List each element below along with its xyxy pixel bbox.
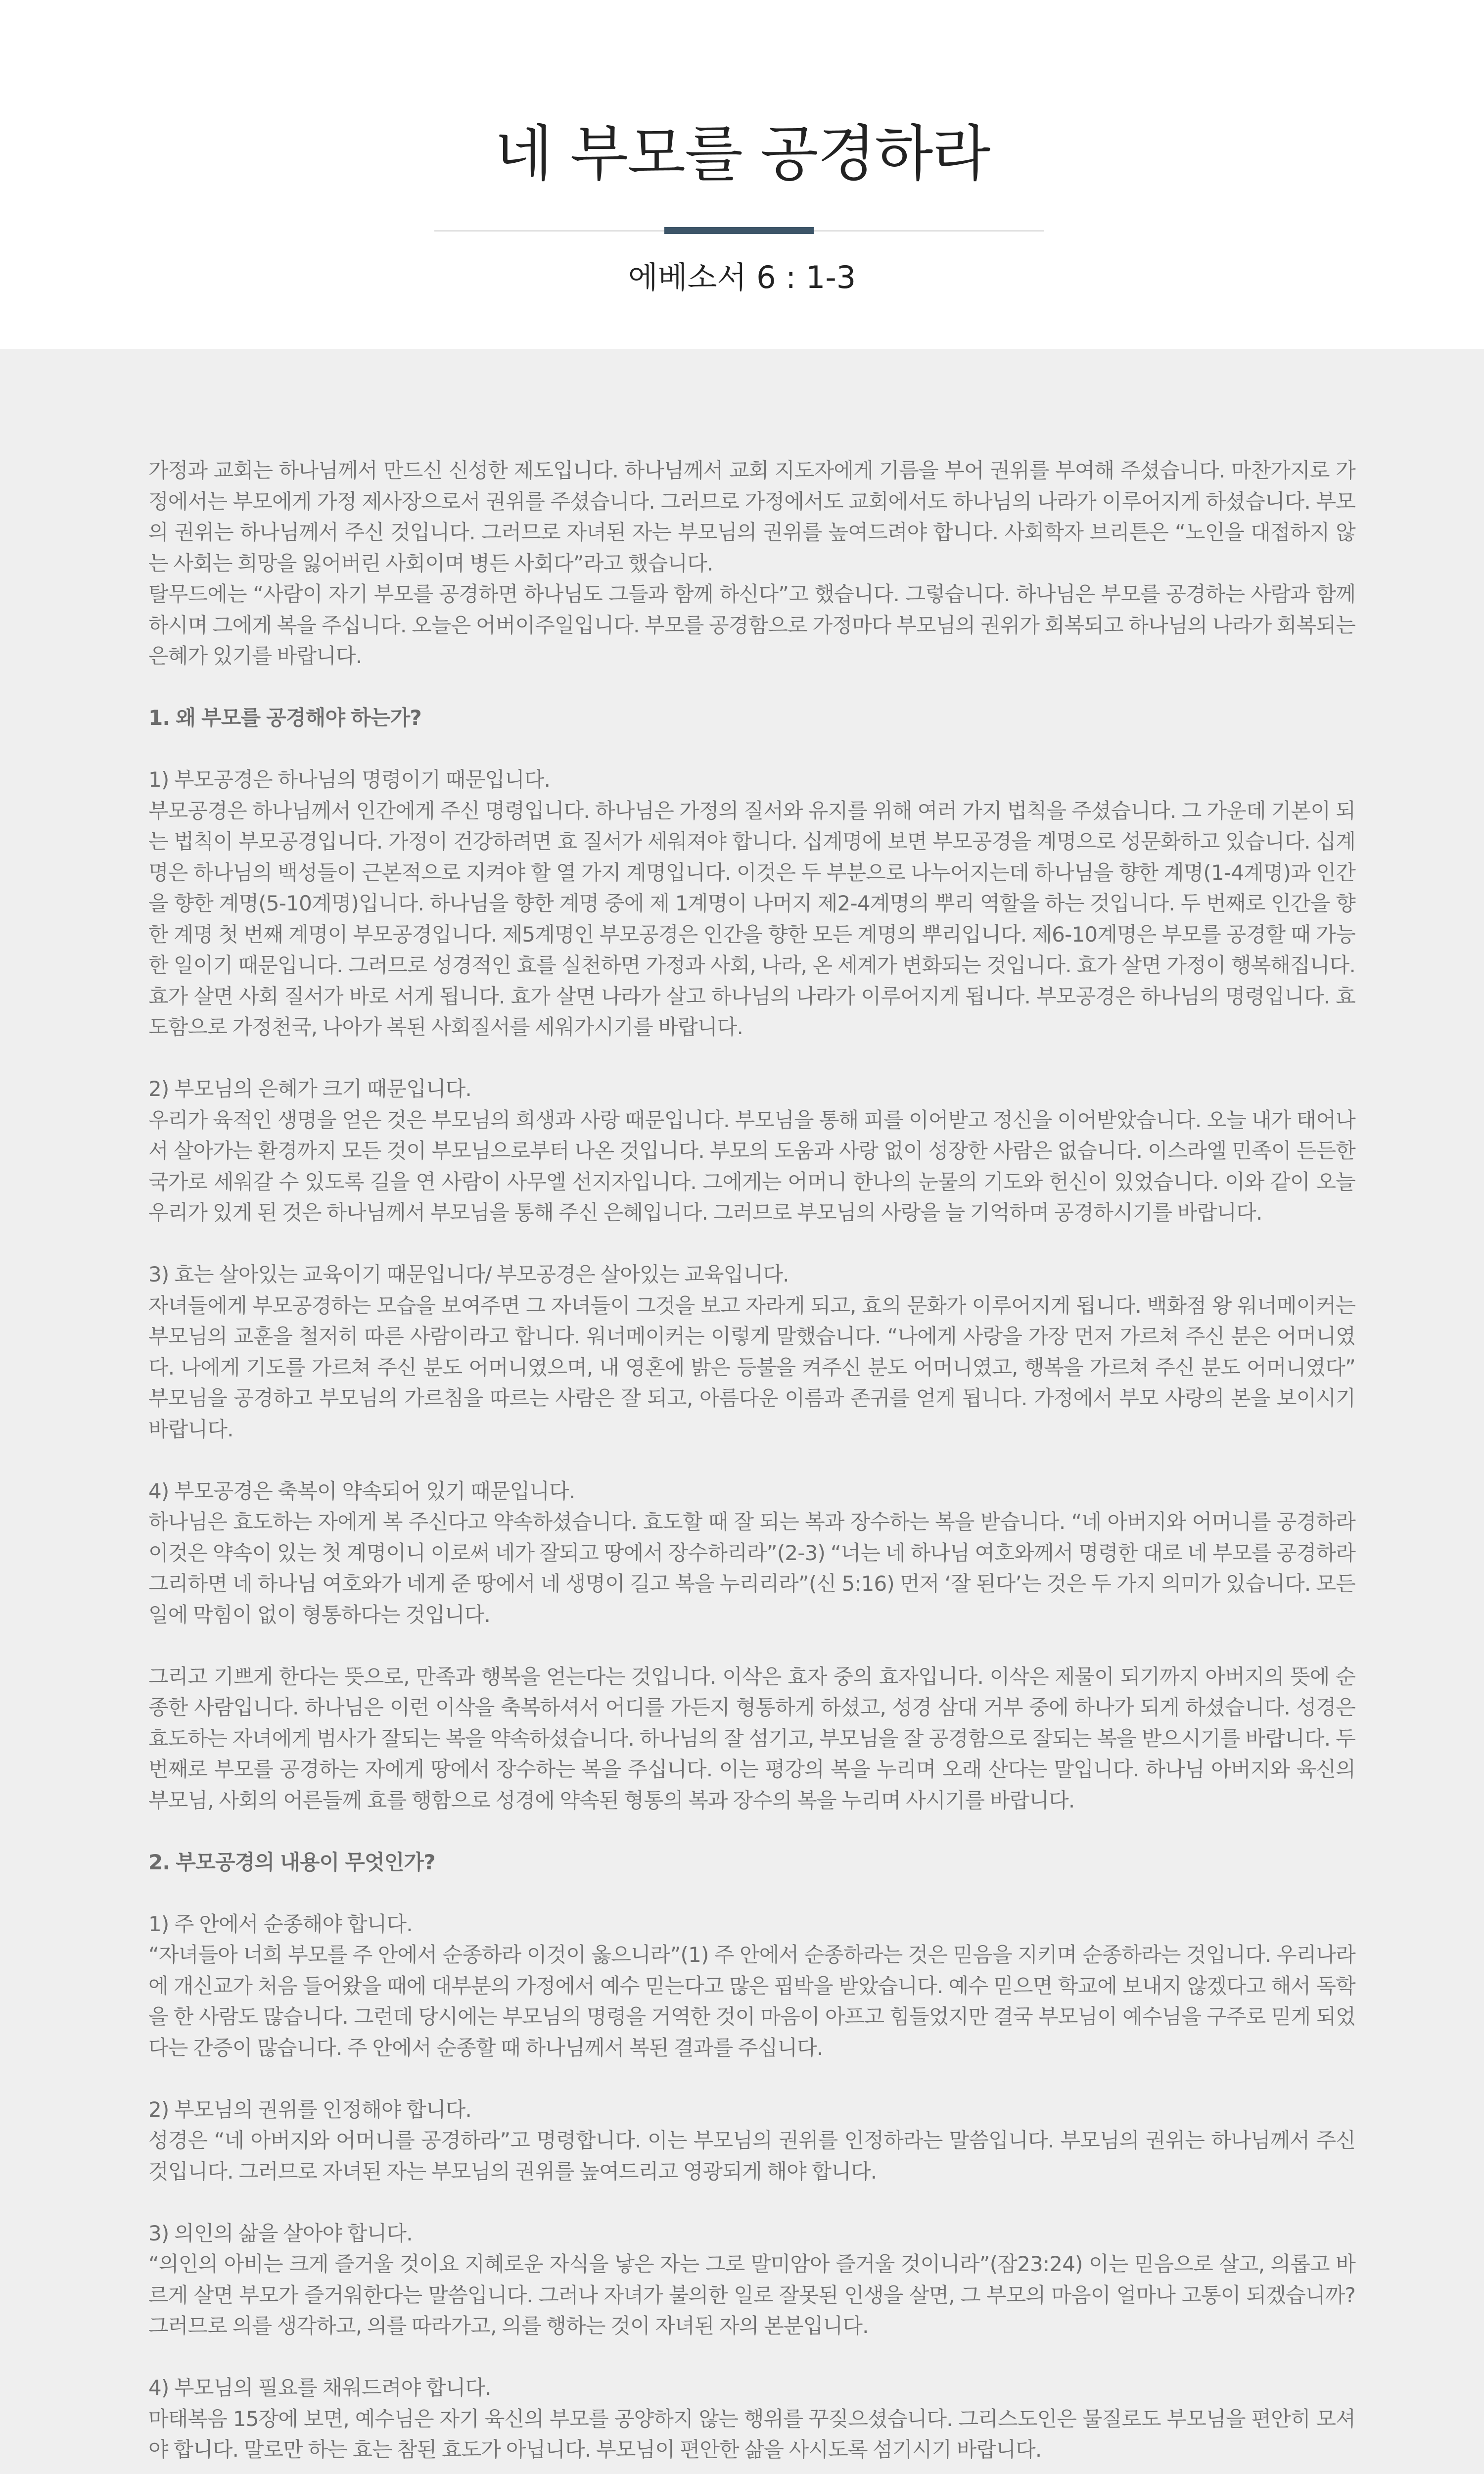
point-body: “자녀들아 너희 부모를 주 안에서 순종하라 이것이 옳으니라”(1) 주 안에서 순종하라는 것은 믿음을 지키며 순종하라는 것입니다. 우리나라에 개신교가 처음 들어왔을 때에 대부분의 가정에서 예수 믿는다고 많은 핍박을 받았습니다. 예수 믿으면 학교에 보내지 않겠다고 해서 독학을 한 사람도 많습니다. 그런데 당시에는 부모님의 명령을 거역한 것이 마음이 아프고 힘들었지만 결국 부모님이 예수님을 구주로 믿게 되었다는 간증이 많습니다. 주 안에서 순종할 때 하나님께서 복된 결과를 주십니다.	[148, 1943, 1355, 2060]
point-title: 4) 부모님의 필요를 채워드려야 합니다.	[148, 2376, 491, 2400]
point-title: 3) 의인의 삶을 살아야 합니다.	[148, 2221, 413, 2245]
point-body: 자녀들에게 부모공경하는 모습을 보여주면 그 자녀들이 그것을 보고 자라게 되고, 효의 문화가 이루어지게 됩니다. 백화점 왕 워너메이커는 부모님의 교훈을 철저히 따른 사람이라고 합니다. 워너메이커는 이렇게 말했습니다. “나에게 사랑을 가장 먼저 가르쳐 주신 분은 어머니였다. 나에게 기도를 가르쳐 주신 분도 어머니였으며, 내 영혼에 밝은 등불을 켜주신 분도 어머니였고, 행복을 가르쳐 주신 분도 어머니였다” 부모님을 공경하고 부모님의 가르침을 따르는 사람은 잘 되고, 아름다운 이름과 존귀를 얻게 됩니다. 가정에서 부모 사랑의 본을 보이시기 바랍니다.	[148, 1293, 1355, 1441]
section-1-closing: 그리고 기쁘게 한다는 뜻으로, 만족과 행복을 얻는다는 것입니다. 이삭은 효자 중의 효자입니다. 이삭은 제물이 되기까지 아버지의 뜻에 순종한 사람입니다. 하나님은 이런 이삭을 축복하셔서 어디를 가든지 형통하게 하셨고, 성경 삼대 거부 중에 하나가 되게 하셨습니다. 성경은 효도하는 자녀에게 범사가 잘되는 복을 약속하셨습니다. 하나님의 잘 섬기고, 부모님을 잘 공경함으로 잘되는 복을 받으시기를 바랍니다. 두 번째로 부모를 공경하는 자에게 땅에서 장수하는 복을 주십니다. 이는 평강의 복을 누리며 오래 산다는 말입니다. 하나님 아버지와 육신의 부모님, 사회의 어른들께 효를 행함으로 성경에 약속된 형통의 복과 장수의 복을 누리며 사시기를 바랍니다.	[148, 1664, 1355, 1812]
point-title: 2) 부모님의 권위를 인정해야 합니다.	[148, 2097, 472, 2122]
point-body: 하나님은 효도하는 자에게 복 주신다고 약속하셨습니다. 효도할 때 잘 되는 복과 장수하는 복을 받습니다. “네 아버지와 어머니를 공경하라 이것은 약속이 있는 첫 계명이니 이로써 네가 잘되고 땅에서 장수하리라”(2-3) “너는 네 하나님 여호와께서 명령한 대로 네 부모를 공경하라 그리하면 네 하나님 여호와가 네게 준 땅에서 네 생명이 길고 복을 누리리라”(신 5:16) 먼저 ‘잘 된다’는 것은 두 가지 의미가 있습니다. 모든 일에 막힘이 없이 형통하다는 것입니다.	[148, 1510, 1355, 1627]
section-2-point-3	[148, 2218, 1355, 2342]
scripture-reference: 에베소서 6 : 1-3	[628, 259, 856, 295]
title-divider-accent	[664, 227, 814, 234]
page-title: 네 부모를 공경하라	[494, 119, 990, 189]
point-title: 2) 부모님의 은혜가 크기 때문입니다.	[148, 1077, 472, 1101]
intro-paragraph-1: 가정과 교회는 하나님께서 만드신 신성한 제도입니다. 하나님께서 교회 지도자에게 기름을 부어 권위를 부여해 주셨습니다. 마찬가지로 가정에서는 부모에게 가정 제사장으로서 권위를 주셨습니다. 그러므로 가정에서도 교회에서도 하나님의 나라가 이루어지게 하셨습니다. 부모의 권위는 하나님께서 주신 것입니다. 그러므로 자녀된 자는 부모님의 권위를 높여드려야 합니다. 사회학자 브리튼은 “노인을 대접하지 않는 사회는 희망을 잃어버린 사회이며 병든 사회다”라고 했습니다.	[148, 458, 1355, 575]
section-1-point-3	[148, 1259, 1355, 1445]
point-title: 3) 효는 살아있는 교육이기 때문입니다/ 부모공경은 살아있는 교육입니다.	[148, 1262, 789, 1286]
point-title: 4) 부모공경은 축복이 약속되어 있기 때문입니다.	[148, 1478, 575, 1503]
point-body: 성경은 “네 아버지와 어머니를 공경하라”고 명령합니다. 이는 부모님의 권위를 인정하라는 말씀입니다. 부모님의 권위는 하나님께서 주신 것입니다. 그러므로 자녀된 자는 부모님의 권위를 높여드리고 영광되게 해야 합니다.	[148, 2128, 1355, 2184]
intro-paragraph-2: 탈무드에는 “사람이 자기 부모를 공경하면 하나님도 그들과 함께 하신다”고 했습니다. 그렇습니다. 하나님은 부모를 공경하는 사람과 함께 하시며 그에게 복을 주십니다. 오늘은 어버이주일입니다. 부모를 공경함으로 가정마다 부모님의 권위가 회복되고 하나님의 나라가 회복되는 은혜가 있기를 바랍니다.	[148, 582, 1355, 668]
point-title: 1) 주 안에서 순종해야 합니다.	[148, 1911, 413, 1936]
sermon-body	[148, 455, 1355, 2474]
point-title: 1) 부모공경은 하나님의 명령이기 때문입니다.	[148, 767, 551, 792]
section-1-point-1	[148, 764, 1355, 1043]
point-body: “의인의 아비는 크게 즐거울 것이요 지혜로운 자식을 낳은 자는 그로 말미암아 즐거울 것이니라”(잠23:24) 이는 믿음으로 살고, 의롭고 바르게 살면 부모가 즐거워한다는 말씀입니다. 그러나 자녀가 불의한 일로 잘못된 인생을 살면, 그 부모의 마음이 얼마나 고통이 되겠습니까? 그러므로 의를 생각하고, 의를 따라가고, 의를 행하는 것이 자녀된 자의 본분입니다.	[148, 2252, 1355, 2338]
section-2-point-1	[148, 1909, 1355, 2064]
section-1-point-2	[148, 1074, 1355, 1229]
page-header	[0, 0, 1484, 349]
section-2-heading: 2. 부모공경의 내용이 무엇인가?	[148, 1850, 435, 1874]
section-1-heading: 1. 왜 부모를 공경해야 하는가?	[148, 706, 421, 730]
section-2-point-2	[148, 2094, 1355, 2188]
section-2-point-4	[148, 2373, 1355, 2466]
point-body: 마태복음 15장에 보면, 예수님은 자기 육신의 부모를 공양하지 않는 행위를 꾸짖으셨습니다. 그리스도인은 물질로도 부모님을 편안히 모셔야 합니다. 말로만 하는 효는 참된 효도가 아닙니다. 부모님이 편안한 삶을 사시도록 섬기시기 바랍니다.	[148, 2406, 1355, 2462]
point-body: 우리가 육적인 생명을 얻은 것은 부모님의 희생과 사랑 때문입니다. 부모님을 통해 피를 이어받고 정신을 이어받았습니다. 오늘 내가 태어나서 살아가는 환경까지 모든 것이 부모님으로부터 나온 것입니다. 부모의 도움과 사랑 없이 성장한 사람은 없습니다. 이스라엘 민족이 든든한 국가로 세워갈 수 있도록 길을 연 사람이 사무엘 선지자입니다. 그에게는 어머니 한나의 눈물의 기도와 헌신이 있었습니다. 이와 같이 오늘 우리가 있게 된 것은 하나님께서 부모님을 통해 주신 은혜입니다. 그러므로 부모님의 사랑을 늘 기억하며 공경하시기를 바랍니다.	[148, 1107, 1355, 1225]
section-1-point-4	[148, 1476, 1355, 1631]
point-body: 부모공경은 하나님께서 인간에게 주신 명령입니다. 하나님은 가정의 질서와 유지를 위해 여러 가지 법칙을 주셨습니다. 그 가운데 기본이 되는 법칙이 부모공경입니다. 가정이 건강하려면 효 질서가 세워져야 합니다. 십계명에 보면 부모공경을 계명으로 성문화하고 있습니다. 십계명은 하나님의 백성들이 근본적으로 지켜야 할 열 가지 계명입니다. 이것은 두 부분으로 나누어지는데 하나님을 향한 계명(1-4계명)과 인간을 향한 계명(5-10계명)입니다. 하나님을 향한 계명 중에 제 1계명이 나머지 제2-4계명의 뿌리 역할을 하는 것입니다. 두 번째로 인간을 향한 계명 첫 번째 계명이 부모공경입니다. 제5계명인 부모공경은 인간을 향한 모든 계명의 뿌리입니다. 제6-10계명은 부모를 공경할 때 가능한 일이기 때문입니다. 그러므로 성경적인 효를 실천하면 가정과 사회, 나라, 온 세계가 변화되는 것입니다. 효가 살면 가정이 행복해집니다. 효가 살면 사회 질서가 바로 서게 됩니다. 효가 살면 나라가 살고 하나님의 나라가 이루어지게 됩니다. 부모공경은 하나님의 명령입니다. 효도함으로 가정천국, 나아가 복된 사회질서를 세워가시기를 바랍니다.	[148, 798, 1355, 1039]
